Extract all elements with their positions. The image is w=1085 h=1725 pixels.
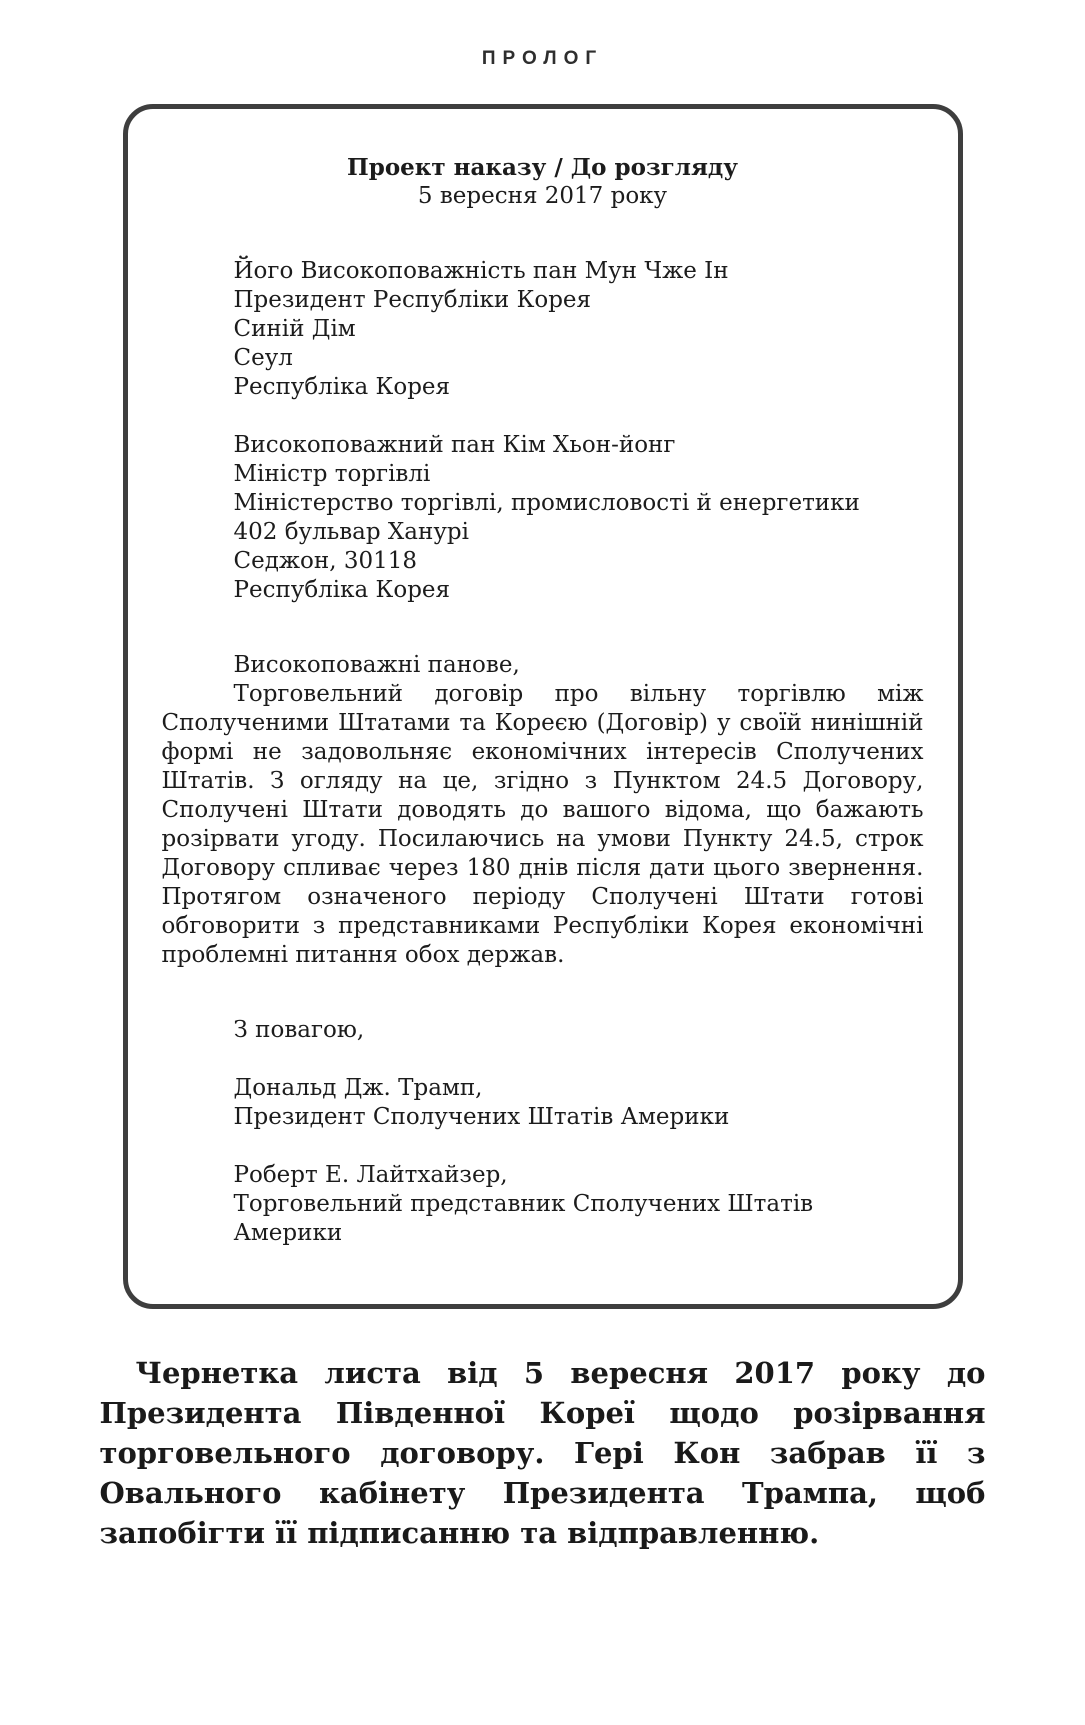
letter-date: 5 вересня 2017 року: [417, 183, 668, 209]
address-line: Міністр торгівлі: [233, 461, 431, 487]
signature-block-lighthizer: [234, 1161, 924, 1248]
address-line: Президент Республіки Корея: [233, 287, 592, 313]
signature-line: Президент Сполучених Штатів Америки: [233, 1104, 730, 1130]
signature-line: Торговельний представник Сполучених Штатів Америки: [233, 1191, 814, 1246]
address-line: Його Високоповажність пан Мун Чже Ін: [233, 258, 729, 284]
signature-line: Роберт Е. Лайтхайзер,: [233, 1162, 508, 1188]
signature-line: Дональд Дж. Трамп,: [233, 1075, 483, 1101]
recipient-block-minister: [234, 431, 924, 605]
address-line: Республіка Корея: [233, 374, 451, 400]
address-line: Міністерство торгівлі, промисловості й енергетики: [233, 490, 860, 516]
letter-salutation: Високоповажні панове,: [233, 652, 520, 678]
address-line: Республіка Корея: [233, 577, 451, 603]
signature-block-trump: [234, 1074, 924, 1132]
recipient-block-president: [234, 257, 924, 402]
address-line: Седжон, 30118: [233, 548, 417, 574]
address-line: Синій Дім: [233, 316, 356, 342]
letter-title: Проект наказу / До розгляду: [347, 154, 738, 181]
letter-closing: З повагою,: [233, 1017, 365, 1043]
letter-body: Торговельний договір про вільну торгівлю між Сполученими Штатами та Кореєю (Договір) у своїй нинішній формі не задовольняє економічних інтересів Сполучених Штатів. З огляду на це, згідно з Пунктом 24.5 Договору, Сполучені Штати доводять до вашого відома, що бажають розірвати угоду. Посилаючись на умови Пункту 24.5, строк Договору спливає через 180 днів після дати цього звернення. Протягом означеного періоду Сполучені Штати готові обговорити з представниками Республіки Корея економічні проблемні питання обох держав.: [161, 681, 924, 968]
address-line: 402 бульвар Ханурі: [233, 519, 469, 545]
figure-caption: Чернетка листа від 5 вересня 2017 року до Президента Південної Кореї щодо розірвання торговельного договору. Гері Кон забрав її з Овального кабінету Президента Трампа, щоб запобігти її підписанню та відправленню.: [99, 1356, 986, 1550]
chapter-header: ПРОЛОГ: [481, 48, 604, 69]
letter-frame: [123, 104, 963, 1309]
address-line: Сеул: [233, 345, 293, 371]
address-line: Високоповажний пан Кім Хьон-йонг: [233, 432, 676, 458]
